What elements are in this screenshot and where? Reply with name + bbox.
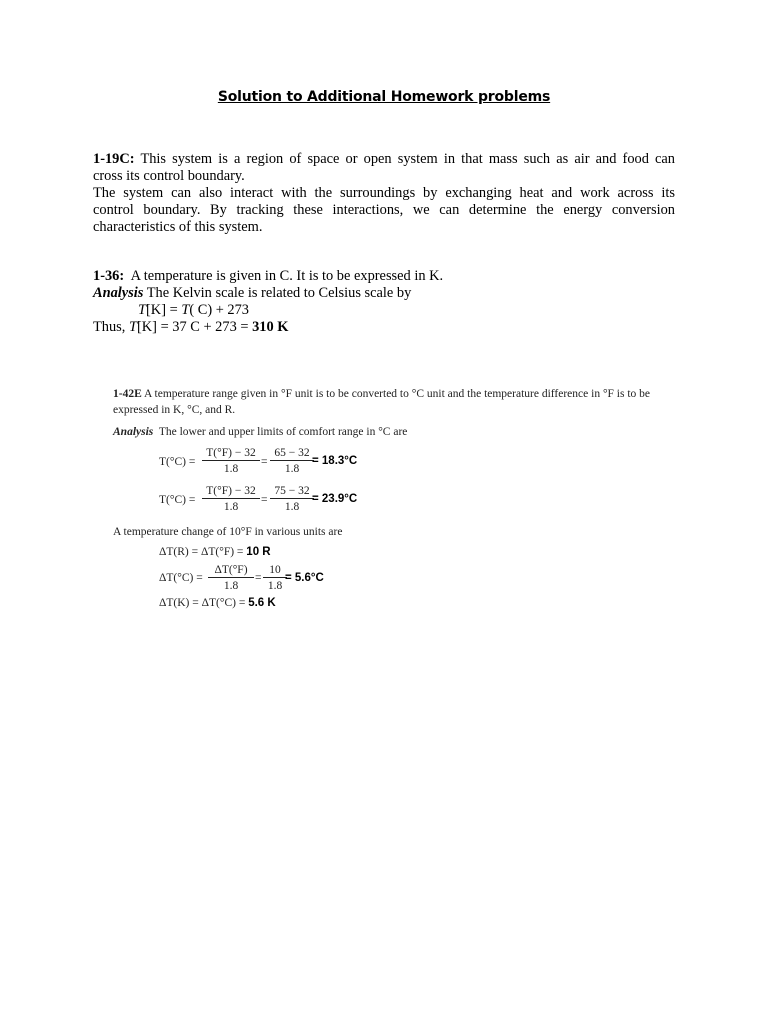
eq1-fraction-2: $\frac{65 - 32}{1.8}$ (270, 447, 314, 475)
eq1-result: = 18.3°C (312, 455, 358, 467)
kelvin-result: Thus, T[K] = 37 C + 273 = 310 K (93, 319, 289, 335)
problem-1-19c-line5: characteristics of this system. (93, 219, 263, 235)
problem-1-19c (93, 151, 675, 236)
problem-1-36-statement: 1-36: A temperature is given in C. It is to be expressed in K. (93, 268, 444, 284)
problem-1-36-analysis: Analysis The Kelvin scale is related to Celsius scale by (93, 285, 412, 301)
eq5: ΔT(K) = ΔT(°C) = 5.6 K (159, 597, 276, 609)
problem-label: 1-36: (93, 268, 125, 284)
eq3: ΔT(R) = ΔT(°F) = 10 R (159, 546, 271, 558)
document-page: Solution to Additional Homework problems 1-19C: This system is a region of space or open system in that mass such as air and food can cross its control boundary. The system can also interact with the surroundings by exchanging heat and work across its control boundary. By tracking these interactions, we can determine the energy conversion characteristics of this system. 1-36: A temperature is given in C. It is to be expressed in K. Analysis The Kelvin scale is related to Celsius scale by T[K] = T( C) + 273 Thus, T[K] = 37 C + 273 = 310 K 1-42E A temperature range given in °F unit is to be converted to °C unit and the temperature difference in °F is to be expressed in K, °C, and R. Analysis The lower and upper limits of comfort range in °C are T(°C) = $\frac{T(^\circ F) - 32}{1.8}$ = $\frac{65 - 32}{1.8}$ = 18.3°C T(°C) = $\frac{T(^\circ F) - 32}{1.8}$ = $\frac{75 - 32}{1.8}$ = 23.9°C A temperature change of 10°F in various units are ΔT(R) = ΔT(°F) = 10 R ΔT(°C) = $\frac{\Delta T(^\circ F)}{1.8}$ = $\frac{10}{1.8}$ = 5.6°C ΔT(K) = ΔT(°C) = 5.6 K (0, 0, 768, 1024)
eq1-fraction-1: $\frac{T(^\circ F) - 32}{1.8}$ (202, 447, 260, 475)
eq4-result: = 5.6°C (285, 572, 324, 584)
eq2-fraction-1: $\frac{T(^\circ F) - 32}{1.8}$ (202, 485, 260, 513)
kelvin-equation: T[K] = T( C) + 273 (138, 302, 250, 318)
eq2-fraction-2: $\frac{75 - 32}{1.8}$ (270, 485, 314, 513)
eq4-fraction-1: $\frac{\Delta T(^\circ F)}{1.8}$ (208, 564, 254, 592)
page-title: Solution to Additional Homework problems (217, 89, 551, 105)
problem-1-42e-line2: expressed in K, °C, and R. (113, 404, 236, 416)
eq2-lhs: T(°C) = (159, 494, 196, 506)
eq2-result: = 23.9°C (312, 493, 358, 505)
problem-1-36 (93, 268, 675, 336)
problem-label: 1-19C: (93, 151, 135, 167)
eq4-fraction-2: $\frac{10}{1.8}$ (263, 564, 287, 592)
analysis-label: Analysis (93, 285, 144, 301)
problem-1-19c-line1: 1-19C: This system is a region of space or open system in that mass such as air and food can (93, 151, 675, 167)
problem-1-19c-line2: cross its control boundary. (93, 168, 245, 184)
eq1-lhs: T(°C) = (159, 456, 196, 468)
problem-1-19c-line4: control boundary. By tracking these interactions, we can determine the energy conversion (93, 202, 675, 218)
temperature-change-text: A temperature change of 10°F in various units are (113, 526, 343, 538)
problem-1-42e-line1: 1-42E A temperature range given in °F unit is to be converted to °C unit and the temperature difference in °F is to be (113, 388, 651, 400)
problem-1-42e-analysis: Analysis The lower and upper limits of comfort range in °C are (113, 426, 408, 438)
eq4-lhs: ΔT(°C) = (159, 572, 203, 584)
problem-1-19c-line3: The system can also interact with the surroundings by exchanging heat and work across its (93, 185, 675, 201)
